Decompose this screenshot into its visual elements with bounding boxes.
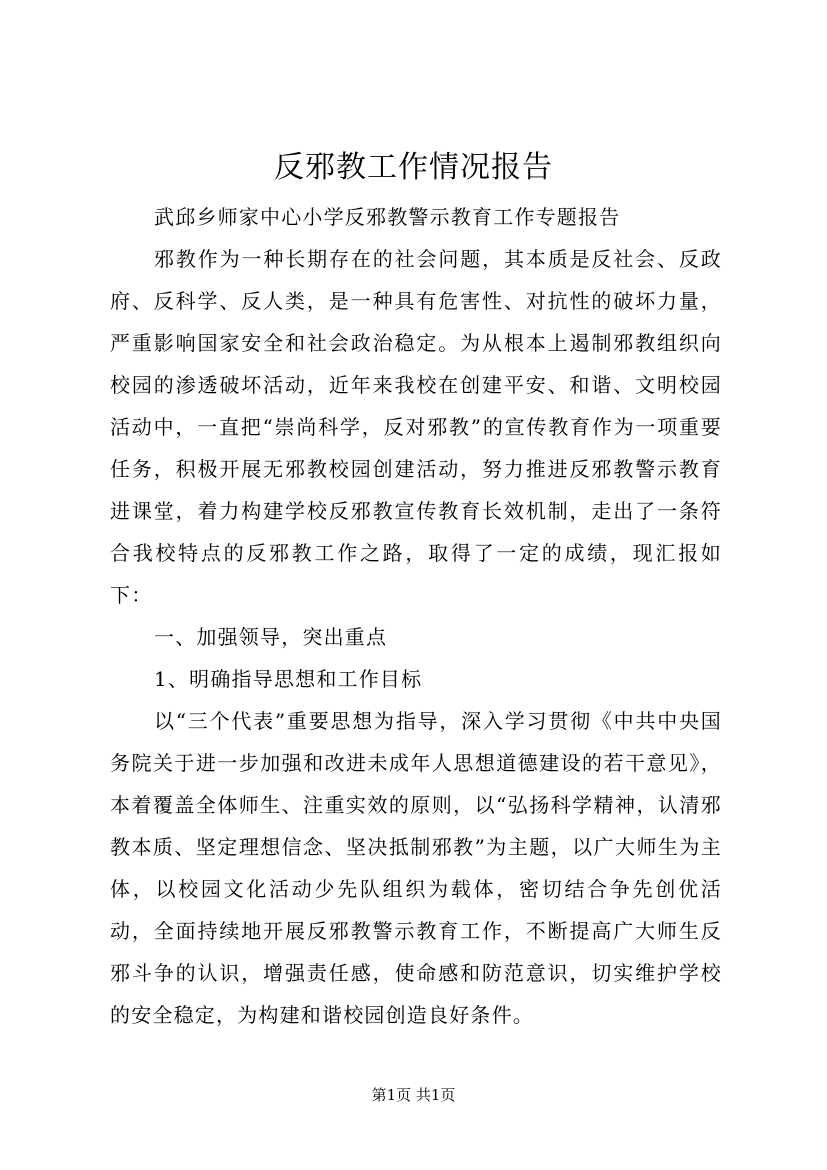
subsection-heading: 1、明确指导思想和工作目标	[154, 667, 423, 691]
page-title: 反邪教工作情况报告	[274, 150, 553, 185]
page-footer: 第1页 共1页	[371, 1086, 456, 1104]
intro-paragraph: 邪教作为一种长期存在的社会问题，其本质是反社会、反政府、反科学、反人类，是一种具有危害性、对抗性的破坏力量，严重影响国家安全和社会政治稳定。为从根本上遏制邪教组织向校园的渗透破坏活动，近年来我校在创建平安、和谐、文明校园活动中，一直把“崇尚科学，反对邪教”的宣传教育作为一项重要任务，积极开展无邪教校园创建活动，努力推进反邪教警示教育进课堂，着力构建学校反邪教宣传教育长效机制，走出了一条符合我校特点的反邪教工作之路，取得了一定的成绩，现汇报如下：	[110, 247, 722, 607]
body-paragraph: 以“三个代表”重要思想为指导，深入学习贯彻《中共中央国务院关于进一步加强和改进未成年人思想道德建设的若干意见》，本着覆盖全体师生、注重实效的原则，以“弘扬科学精神，认清邪教本质、坚定理想信念、坚决抵制邪教”为主题，以广大师生为主体，以校园文化活动少先队组织为载体，密切结合争先创优活动，全面持续地开展反邪教警示教育工作，不断提高广大师生反邪斗争的认识，增强责任感，使命感和防范意识，切实维护学校的安全稳定，为构建和谐校园创造良好条件。	[110, 709, 722, 1027]
document-body	[110, 196, 722, 1036]
report-subtitle: 武邱乡师家中心小学反邪教警示教育工作专题报告	[154, 205, 621, 229]
section-heading: 一、加强领导，突出重点	[154, 625, 388, 649]
